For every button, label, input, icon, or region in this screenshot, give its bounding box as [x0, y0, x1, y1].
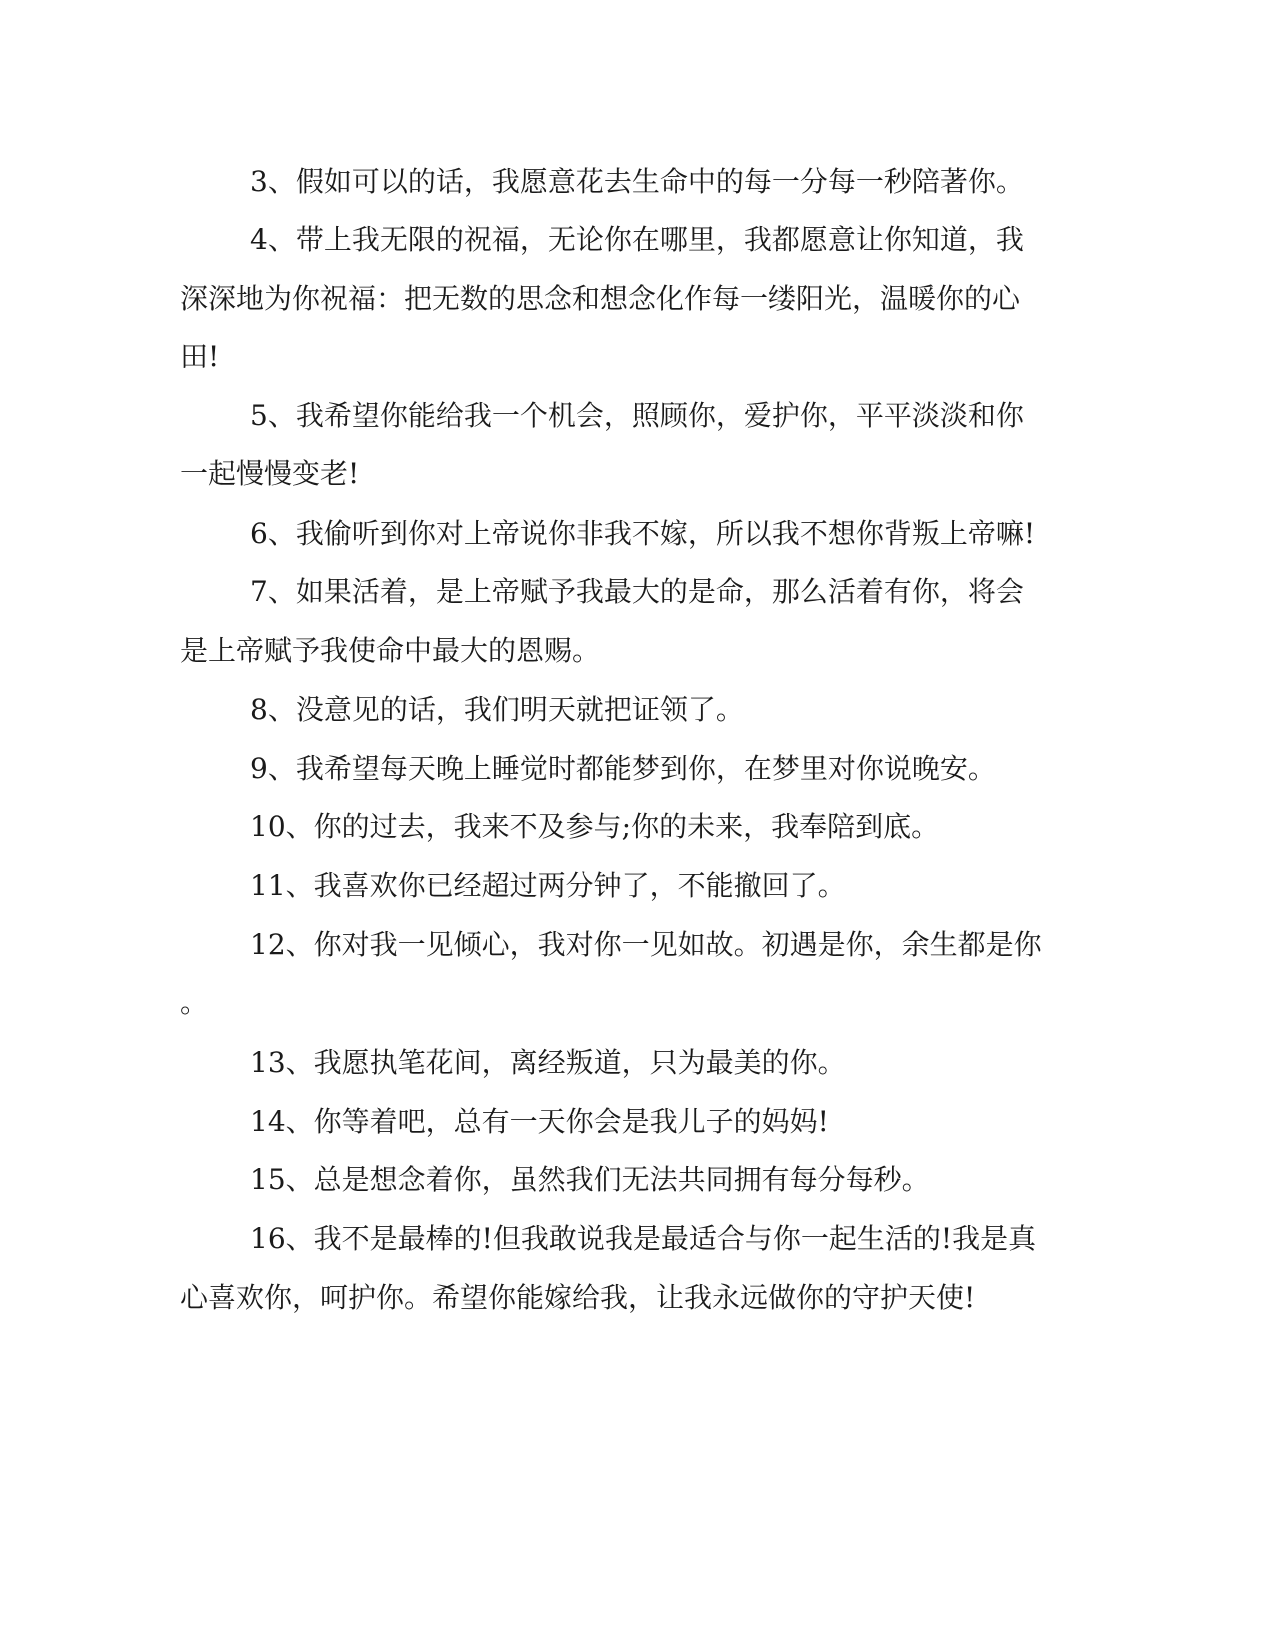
paragraph-10-line-1: 10、你的过去，我来不及参与;你的未来，我奉陪到底。 — [250, 810, 940, 843]
paragraph-8-line-1: 8、没意见的话，我们明天就把证领了。 — [250, 693, 744, 726]
paragraph-5-line-1: 5、我希望你能给我一个机会，照顾你，爱护你，平平淡淡和你 — [250, 399, 1024, 432]
paragraph-4-line-3: 田! — [180, 340, 220, 373]
paragraph-5-line-2: 一起慢慢变老! — [180, 457, 360, 490]
paragraph-12-line-2: 。 — [180, 986, 209, 1019]
paragraph-16-line-2: 心喜欢你，呵护你。希望你能嫁给我，让我永远做你的守护天使! — [180, 1281, 976, 1314]
paragraph-7-line-2: 是上帝赋予我使命中最大的恩赐。 — [180, 634, 601, 667]
paragraph-6-line-1: 6、我偷听到你对上帝说你非我不嫁，所以我不想你背叛上帝嘛! — [250, 517, 1036, 550]
paragraph-11-line-1: 11、我喜欢你已经超过两分钟了，不能撤回了。 — [250, 869, 846, 902]
paragraph-15-line-1: 15、总是想念着你，虽然我们无法共同拥有每分每秒。 — [250, 1163, 930, 1196]
paragraph-13-line-1: 13、我愿执笔花间，离经叛道，只为最美的你。 — [250, 1046, 846, 1079]
paragraph-4-line-2: 深深地为你祝福：把无数的思念和想念化作每一缕阳光，温暖你的心 — [180, 282, 1021, 315]
paragraph-4-line-1: 4、带上我无限的祝福，无论你在哪里，我都愿意让你知道，我 — [250, 223, 1024, 256]
paragraph-12-line-1: 12、你对我一见倾心，我对你一见如故。初遇是你，余生都是你 — [250, 928, 1042, 961]
paragraph-16-line-1: 16、我不是最棒的!但我敢说我是最适合与你一起生活的!我是真 — [250, 1222, 1037, 1255]
paragraph-9-line-1: 9、我希望每天晚上睡觉时都能梦到你，在梦里对你说晚安。 — [250, 752, 996, 785]
paragraph-14-line-1: 14、你等着吧，总有一天你会是我儿子的妈妈! — [250, 1105, 829, 1138]
paragraph-7-line-1: 7、如果活着，是上帝赋予我最大的是命，那么活着有你，将会 — [250, 575, 1024, 608]
paragraph-3-line-1: 3、假如可以的话，我愿意花去生命中的每一分每一秒陪著你。 — [250, 165, 1024, 198]
